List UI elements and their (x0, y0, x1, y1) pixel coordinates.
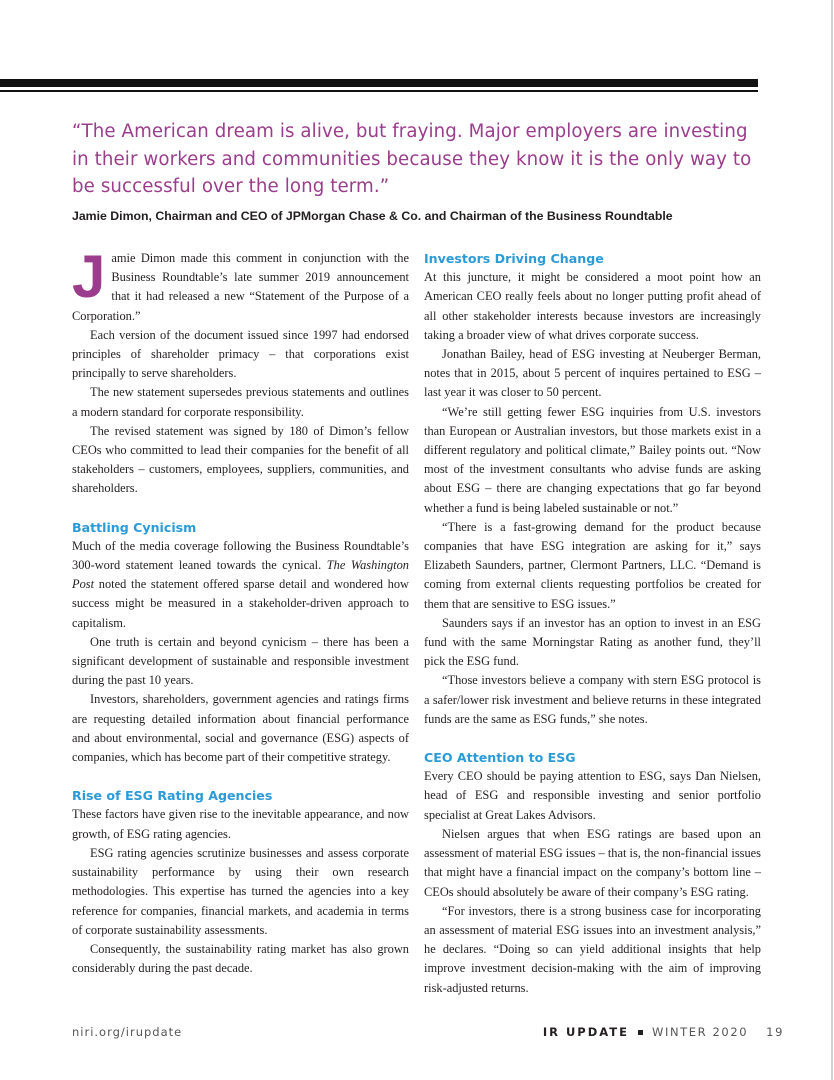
section-heading-investors-driving-change: Investors Driving Change (424, 251, 604, 266)
publication-name: The Washington Post (72, 558, 409, 592)
body-paragraph: Each version of the document issued since 1997 had endorsed principles of shareholder primacy – that corporations exist principally to serve shareholders. (72, 327, 409, 381)
issue-label: WINTER 2020 (651, 1025, 749, 1039)
drop-cap: J (72, 243, 106, 310)
page-number: 19 (766, 1025, 784, 1039)
body-paragraph: Jonathan Bailey, head of ESG investing at Neuberger Berman, notes that in 2015, about 5 percent of inquires pertained to ESG – last year it was closer to 50 percent. (424, 347, 761, 400)
section-heading-rise-of-esg-rating-agencies: Rise of ESG Rating Agencies (72, 788, 273, 804)
body-paragraph: The new statement supersedes previous statements and outlines a modern standard for corporate responsibility. (72, 385, 409, 419)
separator-square-icon (638, 1030, 643, 1035)
page-edge (831, 0, 833, 1080)
intro-paragraph: Jamie Dimon made this comment in conjunction with the Business Roundtable’s late summer 2019 announcement that it had released a new “Statement of the Purpose of a Corporation.” (72, 243, 409, 323)
header-rule-thin (0, 90, 758, 92)
body-paragraph: These factors have given rise to the inevitable appearance, and now growth, of ESG rating agencies. (72, 807, 409, 841)
body-paragraph: Investors, shareholders, government agencies and ratings firms are requesting detailed information about financial performance and about environmental, social and governance (ESG) aspects of companies, which has become part of their competitive strategy. (72, 692, 409, 765)
body-paragraph: One truth is certain and beyond cynicism – there has been a significant development of sustainable and responsible investment during the past 10 years. (72, 634, 409, 688)
right-column (424, 249, 761, 998)
body-paragraph: Nielsen argues that when ESG ratings are based upon an assessment of material ESG issues – that is, the non-financial issues that might have a financial impact on the company’s bottom line – CEOs should absolutely be aware of their company’s ESG rating. (424, 826, 761, 899)
left-column (72, 243, 409, 978)
quote-attribution: Jamie Dimon, Chairman and CEO of JPMorgan Chase & Co. and Chairman of the Business Roundtable (72, 209, 673, 223)
body-paragraph: Saunders says if an investor has an option to invest in an ESG fund with the same Morningstar Rating as another fund, they’ll pick the ESG fund. (424, 615, 761, 669)
body-paragraph: “There is a fast-growing demand for the product because companies that have ESG integration are asking for it,” says Elizabeth Saunders, partner, Clermont Partners, LLC. “Demand is coming from external clients requesting portfolios be created for them that are sensitive to ESG issues.” (424, 519, 761, 611)
body-paragraph: ESG rating agencies scrutinize businesses and assess corporate sustainability performance by using their own research methodologies. This expertise has turned the agencies into a key reference for companies, financial markets, and academia in terms of corporate sustainability assessments. (72, 845, 409, 937)
body-paragraph: At this juncture, it might be considered a moot point how an American CEO really feels about no longer putting profit ahead of all other stakeholder interests because investors are increasingly taking a broader view of what drives corporate success. (424, 270, 761, 342)
body-paragraph: The revised statement was signed by 180 of Dimon’s fellow CEOs who committed to lead their companies for the benefit of all stakeholders – customers, employees, suppliers, communities, and shareholders. (72, 423, 409, 496)
pull-quote: “The American dream is alive, but fraying. Major employers are investing in their workers and communities because they know it is the only way to be successful over the long term.” (72, 121, 752, 197)
section-heading-battling-cynicism: Battling Cynicism (72, 519, 197, 535)
body-paragraph: “Those investors believe a company with stern ESG protocol is a safer/lower risk investment and believe returns in these integrated funds are the same as ESG funds,” she notes. (424, 673, 761, 726)
footer-url: niri.org/irupdate (72, 1025, 183, 1039)
footer-publication-info (543, 1025, 784, 1039)
body-paragraph: “For investors, there is a strong business case for incorporating an assessment of material ESG issues into an investment analysis,” he declares. “Doing so can yield additional insights that help improve investment decision-making with the aim of improving risk-adjusted returns. (424, 903, 761, 995)
body-paragraph: Much of the media coverage following the Business Roundtable’s 300-word statement leaned towards the cynical. The Washington Post noted the statement offered sparse detail and wondered how success might be measured in a stakeholder-driven approach to capitalism. (72, 538, 409, 630)
section-heading-ceo-attention-to-esg: CEO Attention to ESG (424, 750, 576, 766)
header-rule-thick (0, 79, 758, 87)
publication-title: IR UPDATE (542, 1025, 629, 1039)
body-paragraph: Every CEO should be paying attention to ESG, says Dan Nielsen, head of ESG and responsible investing and senior portfolio specialist at Great Lakes Advisors. (424, 769, 761, 822)
body-paragraph: “We’re still getting fewer ESG inquiries from U.S. investors than European or Australian investors, but those markets exist in a different regulatory and political climate,” Bailey points out. “Now most of the investment consultants who advise funds are asking about ESG – there are changing expectations that go far beyond whether a fund is being labeled sustainable or not.” (424, 404, 761, 515)
body-paragraph: Consequently, the sustainability rating market has also grown considerably during the past decade. (72, 941, 409, 976)
